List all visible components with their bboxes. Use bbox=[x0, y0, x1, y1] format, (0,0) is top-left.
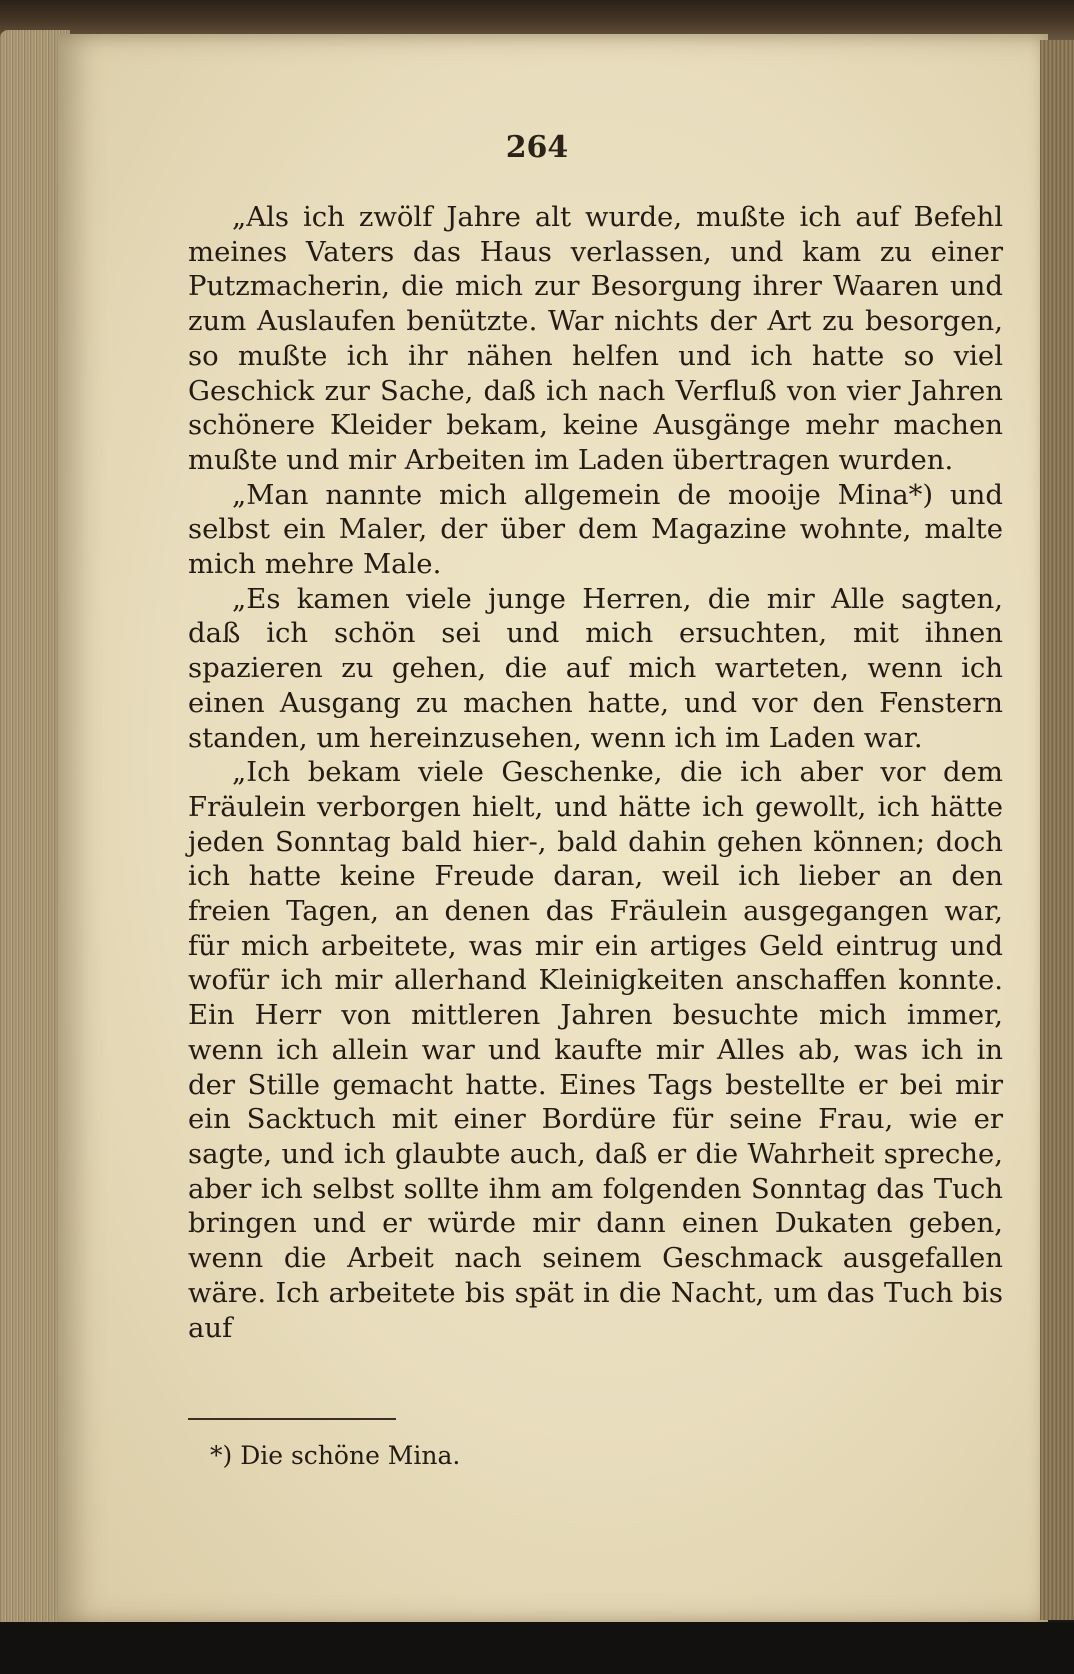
page-number: 264 bbox=[505, 130, 569, 165]
footnote-rule bbox=[188, 1418, 396, 1420]
paragraph: „Als ich zwölf Jahre alt wurde, mußte ich auf Befehl meines Vaters das Haus verlassen, und kam zu einer Putzmacherin, die mich zur Besorgung ihrer Waaren und zum Auslaufen benützte. War nichts der Art zu besorgen, so mußte ich ihr nähen helfen und ich hatte so viel Geschick zur Sache, daß ich nach Verfluß von vier Jahren schönere Kleider bekam, keine Ausgänge mehr machen mußte und mir Arbeiten im Laden übertragen wurden. bbox=[188, 201, 1003, 476]
body-text bbox=[188, 200, 1003, 1345]
paragraph: „Es kamen viele junge Herren, die mir Alle sagten, daß ich schön sei und mich ersuchten, mit ihnen spazieren zu gehen, die auf mich warteten, wenn ich einen Ausgang zu machen hatte, und vor den Fenstern standen, um hereinzusehen, wenn ich im Laden war. bbox=[188, 582, 1003, 754]
page-stack-right bbox=[1040, 40, 1074, 1620]
footnote: *) Die schöne Mina. bbox=[210, 1441, 461, 1470]
scan-bottom-edge bbox=[0, 1622, 1074, 1674]
paragraph: „Man nannte mich allgemein de mooije Mina*) und selbst ein Maler, der über dem Magazine wohnte, malte mich mehre Male. bbox=[188, 478, 1003, 581]
paragraph: „Ich bekam viele Geschenke, die ich aber vor dem Fräulein verborgen hielt, und hätte ich gewollt, ich hätte jeden Sonntag bald hier-, bald dahin gehen können; doch ich hatte keine Freude daran, weil ich lieber an den freien Tagen, an denen das Fräulein ausgegangen war, für mich arbeitete, was mir ein artiges Geld eintrug und wofür ich mir allerhand Kleinigkeiten anschaffen konnte. Ein Herr von mittleren Jahren besuchte mich immer, wenn ich allein war und kaufte mir Alles ab, was ich in der Stille gemacht hatte. Eines Tags bestellte er bei mir ein Sacktuch mit einer Bordüre für seine Frau, wie er sagte, und ich glaubte auch, daß er die Wahrheit spreche, aber ich selbst sollte ihm am folgenden Sonntag das Tuch bringen und er würde mir dann einen Dukaten geben, wenn die Arbeit nach seinem Geschmack ausgefallen wäre. Ich arbeitete bis spät in die Nacht, um das Tuch bis auf bbox=[188, 756, 1003, 1344]
